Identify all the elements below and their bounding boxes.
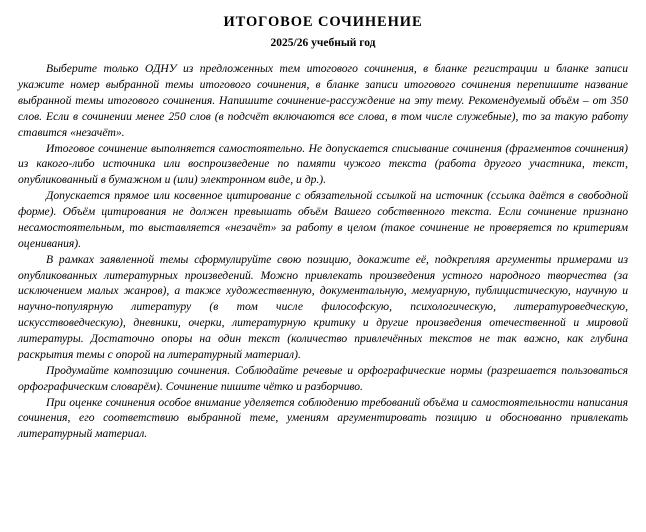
- page-subtitle: 2025/26 учебный год: [270, 37, 376, 50]
- paragraph: При оценке сочинения особое внимание уделяется соблюдению требований объёма и самостоятельности написания сочинения, его соответствию выбранной теме, умениям аргументировать позицию и обоснованно привлекать литературный материал.: [18, 395, 628, 441]
- paragraph: В рамках заявленной темы сформулируйте свою позицию, докажите её, подкрепляя аргументы примерами из опубликованных литературных произведений. Можно привлекать произведения устного народного творчества (за исключением малых жанров), а также художественную, документальную, мемуарную, публицистическую, научную и научно-популярную литературу (в том числе философскую, психологическую, литературоведческую, искусствоведческую), дневники, очерки, литературную критику и другие произведения отечественной и мировой литературы. Достаточно опоры на один текст (количество привлечённых текстов не так важно, как глубина раскрытия темы с опорой на литературный материал).: [18, 252, 628, 361]
- paragraph: Итоговое сочинение выполняется самостоятельно. Не допускается списывание сочинения (фрагментов сочинения) из какого-либо источника или воспроизведение по памяти чужого текста (работа другого участника, текст, опубликованный в бумажном и (или) электронном виде, и др.).: [18, 141, 628, 187]
- document-body: [18, 61, 628, 442]
- paragraph: Допускается прямое или косвенное цитирование с обязательной ссылкой на источник (ссылка даётся в свободной форме). Объём цитирования не должен превышать объём Вашего собственного текста. Если сочинение признано несамостоятельным, то выставляется «незачёт» за работу в целом (такое сочинение не проверяется по критериям оценивания).: [18, 189, 628, 250]
- paragraph: Продумайте композицию сочинения. Соблюдайте речевые и орфографические нормы (разрешается пользоваться орфографическим словарём). Сочинение пишите чётко и разборчиво.: [18, 363, 628, 393]
- page-title: ИТОГОВОЕ СОЧИНЕНИЕ: [223, 14, 423, 30]
- paragraph: Выберите только ОДНУ из предложенных тем итогового сочинения, в бланке регистрации и бланке записи укажите номер выбранной темы итогового сочинения, в бланке записи итогового сочинения перепишите название выбранной темы итогового сочинения. Напишите сочинение-рассуждение на эту тему. Рекомендуемый объём – от 350 слов. Если в сочинении менее 250 слов (в подсчёт включаются все слова, в том числе служебные), то за такую работу ставится «незачёт».: [18, 62, 628, 139]
